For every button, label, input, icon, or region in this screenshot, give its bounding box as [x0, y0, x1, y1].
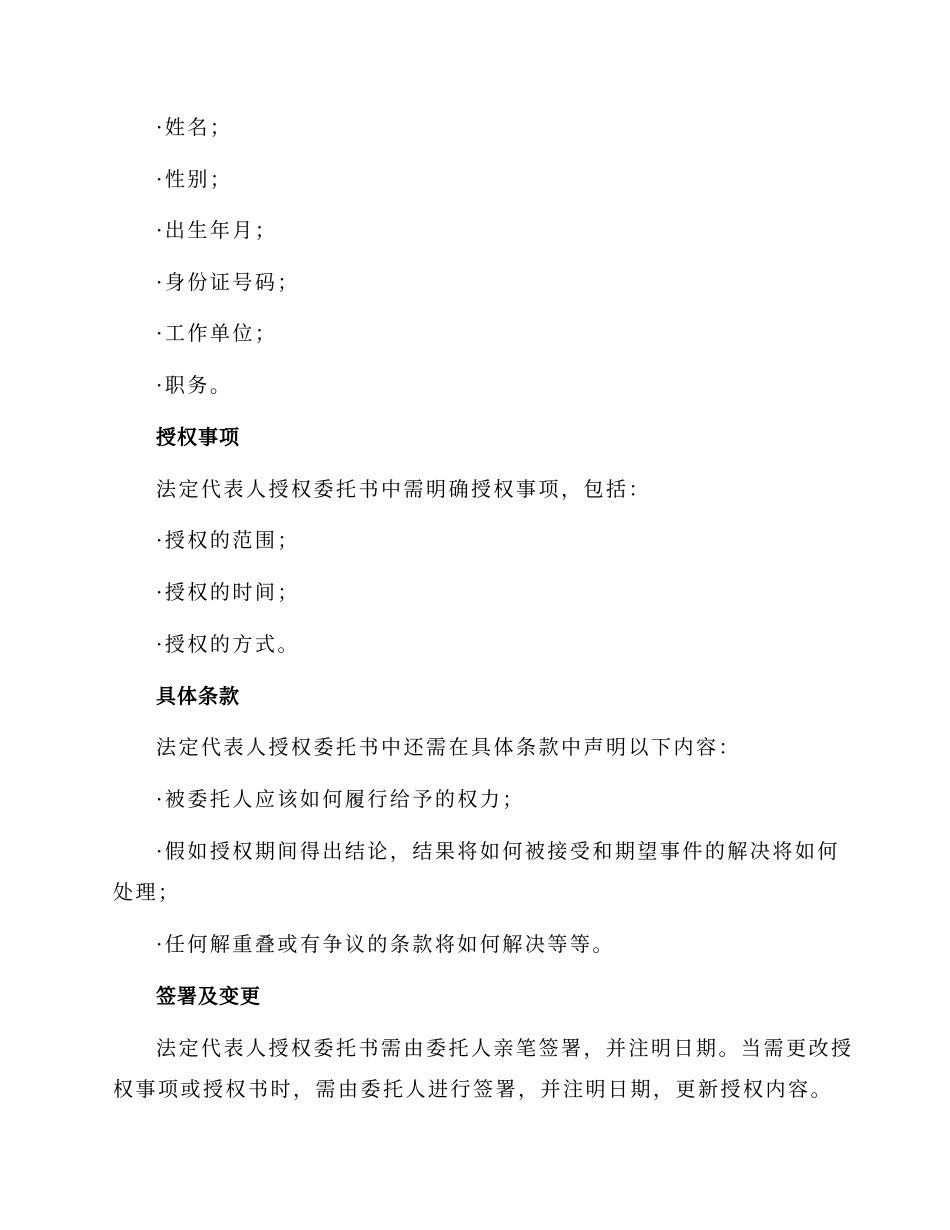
list-item-name: ·姓名； [156, 115, 233, 139]
list-item-disputes: ·任何解重叠或有争议的条款将如何解决等等。 [156, 932, 615, 956]
list-item-id-number: ·身份证号码； [156, 270, 300, 294]
list-item-position: ·职务。 [156, 373, 233, 397]
list-item-conclusion-continued: 处理； [113, 880, 181, 904]
list-item-scope: ·授权的范围； [156, 528, 300, 552]
signing-paragraph-line-2: 权事项或授权书时，需由委托人进行签署，并注明日期，更新授权内容。 [113, 1077, 833, 1101]
signing-paragraph-line-1: 法定代表人授权委托书需由委托人亲笔签署，并注明日期。当需更改授 [156, 1036, 854, 1060]
list-item-gender: ·性别； [156, 167, 233, 191]
section-heading-authorization: 授权事项 [156, 425, 240, 449]
list-item-exercise-power: ·被委托人应该如何履行给予的权力； [156, 787, 525, 811]
list-item-work-unit: ·工作单位； [156, 321, 278, 345]
section-heading-terms: 具体条款 [156, 684, 240, 708]
list-item-conclusion: ·假如授权期间得出结论，结果将如何被接受和期望事件的解决将如何 [156, 839, 840, 863]
terms-intro: 法定代表人授权委托书中还需在具体条款中声明以下内容： [156, 735, 741, 759]
list-item-birth-date: ·出生年月； [156, 218, 278, 242]
authorization-intro: 法定代表人授权委托书中需明确授权事项，包括： [156, 477, 651, 501]
section-heading-signing: 签署及变更 [156, 984, 261, 1008]
list-item-time: ·授权的时间； [156, 580, 300, 604]
list-item-method: ·授权的方式。 [156, 632, 300, 656]
